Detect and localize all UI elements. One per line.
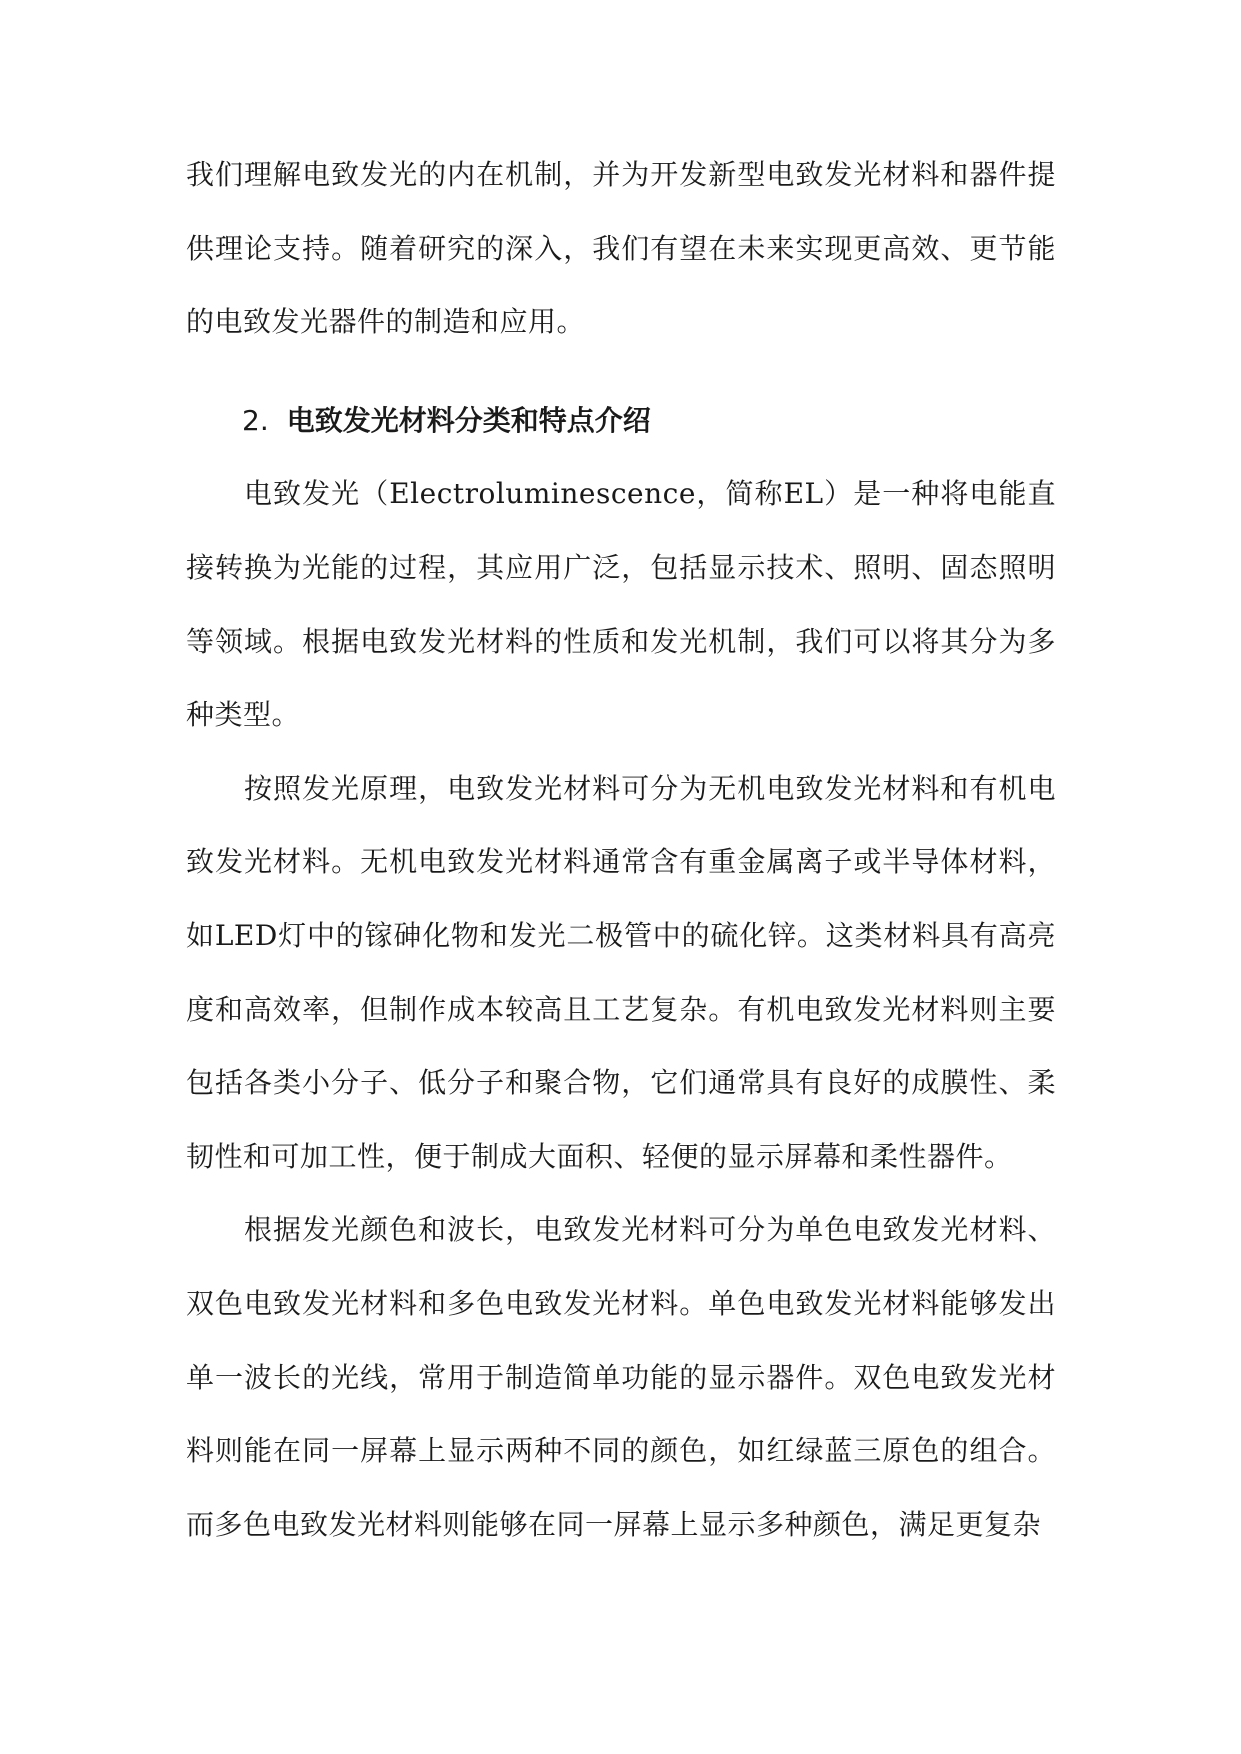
- paragraph-by-color: 根据发光颜色和波长，电致发光材料可分为单色电致发光材料、双色电致发光材料和多色电致发光材料。单色电致发光材料能够发出单一波长的光线，常用于制造简单功能的显示器件。双色电致发光材料则能在同一屏幕上显示两种不同的颜色，如红绿蓝三原色的组合。而多色电致发光材料则能够在同一屏幕上显示多种颜色，满足更复杂: [186, 1213, 1056, 1541]
- continuation-paragraph: 我们理解电致发光的内在机制，并为开发新型电致发光材料和器件提供理论支持。随着研究的深入，我们有望在未来实现更高效、更节能的电致发光器件的制造和应用。: [186, 158, 1056, 339]
- section-number: 2.: [242, 403, 269, 437]
- paragraph-el-definition: 电致发光（Electroluminescence，简称EL）是一种将电能直接转换为光能的过程，其应用广泛，包括显示技术、照明、固态照明等领域。根据电致发光材料的性质和发光机制，我们可以将其分为多种类型。: [186, 477, 1056, 732]
- section-title: 电致发光材料分类和特点介绍: [286, 403, 651, 437]
- section-heading: [186, 384, 1056, 458]
- paragraph-by-principle: 按照发光原理，电致发光材料可分为无机电致发光材料和有机电致发光材料。无机电致发光材料通常含有重金属离子或半导体材料，如LED灯中的镓砷化物和发光二极管中的硫化锌。这类材料具有高亮度和高效率，但制作成本较高且工艺复杂。有机电致发光材料则主要包括各类小分子、低分子和聚合物，它们通常具有良好的成膜性、柔韧性和可加工性，便于制成大面积、轻便的显示屏幕和柔性器件。: [186, 771, 1056, 1173]
- section-spacer: [186, 359, 1056, 376]
- page-content: [186, 138, 1056, 1561]
